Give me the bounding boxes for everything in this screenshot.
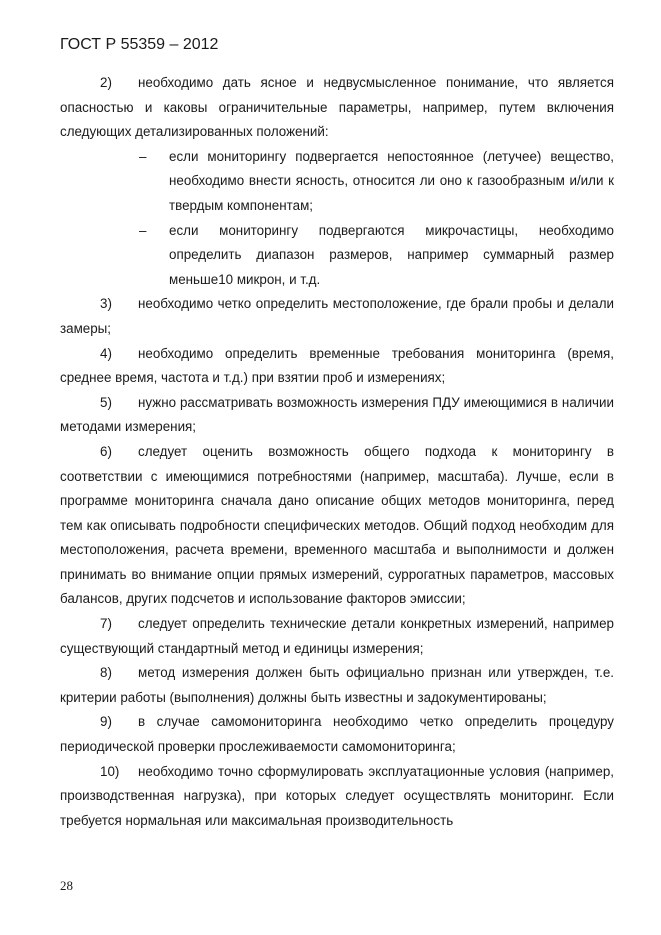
item-text: необходимо точно сформулировать эксплуатационные условия (например, производственная нагрузка), при которых следует осуществлять мониторинг. Если требуется нормальная или максимальная производительность xyxy=(60,763,614,828)
list-item xyxy=(60,710,614,759)
standard-header: ГОСТ Р 55359 – 2012 xyxy=(60,36,219,53)
item-text: следует оценить возможность общего подхода к мониторингу в соответствии с имеющимися потребностями (например, масштаба). Лучше, если в программе мониторинга сначала дано описание общих методов мониторинга, перед тем как описывать подробности специфических методов. Общий подход необходим для местоположения, расчета времени, временного масштаба и выполнимости и должен принимать во внимание опции прямых измерений, суррогатных параметров, массовых балансов, других подсчетов и использование факторов эмиссии; xyxy=(60,443,614,607)
list-item xyxy=(60,391,614,440)
item-number: 5) xyxy=(100,394,112,410)
bullet-text: если мониторингу подвергается непостоянное (летучее) вещество, необходимо внести ясность, относится ли оно к газообразным и/или к твердым компонентам; xyxy=(169,148,614,213)
item-number: 8) xyxy=(100,665,112,681)
list-item xyxy=(60,440,614,612)
item-number: 4) xyxy=(100,345,112,361)
list-item xyxy=(60,612,614,661)
item-text: необходимо определить временные требования мониторинга (время, среднее время, частота и т.д.) при взятии проб и измерениях; xyxy=(60,345,614,386)
list-item xyxy=(60,342,614,391)
item-number: 7) xyxy=(100,616,112,632)
list-item xyxy=(60,71,614,145)
item-text: нужно рассматривать возможность измерения ПДУ имеющимися в наличии методами измерения; xyxy=(60,394,614,435)
list-item xyxy=(60,661,614,710)
item-number: 6) xyxy=(100,443,112,459)
item-number: 2) xyxy=(100,75,112,90)
item-number: 3) xyxy=(100,296,112,312)
item-text: необходимо четко определить местоположение, где брали пробы и делали замеры; xyxy=(60,296,614,336)
bullet-text: если мониторингу подвергаются микрочастицы, необходимо определить диапазон размеров, например суммарный размер меньше10 микрон, и т.д. xyxy=(169,222,614,287)
item-text: метод измерения должен быть официально признан или утвержден, т.е. критерии работы (выполнения) должны быть известны и задокументированы; xyxy=(60,665,614,705)
bullet-dash: – xyxy=(139,222,147,238)
list-item xyxy=(60,760,614,834)
bullet-item xyxy=(60,219,614,293)
item-number: 10) xyxy=(100,763,120,779)
item-text: необходимо дать ясное и недвусмысленное понимание, что является опасностью и каковы ограничительные параметры, например, путем включения следующих детализированных положений: xyxy=(60,75,614,140)
item-text: в случае самомониторинга необходимо четко определить процедуру периодической проверки прослеживаемости самомониторинга; xyxy=(60,714,614,755)
item-number: 9) xyxy=(100,714,112,730)
bullet-dash: – xyxy=(139,148,147,164)
page-number: 28 xyxy=(60,878,73,893)
bullet-item xyxy=(60,145,614,219)
item-text: следует определить технические детали конкретных измерений, например существующий стандартный метод и единицы измерения; xyxy=(60,616,614,656)
list-item xyxy=(60,292,614,341)
document-body xyxy=(60,71,614,833)
